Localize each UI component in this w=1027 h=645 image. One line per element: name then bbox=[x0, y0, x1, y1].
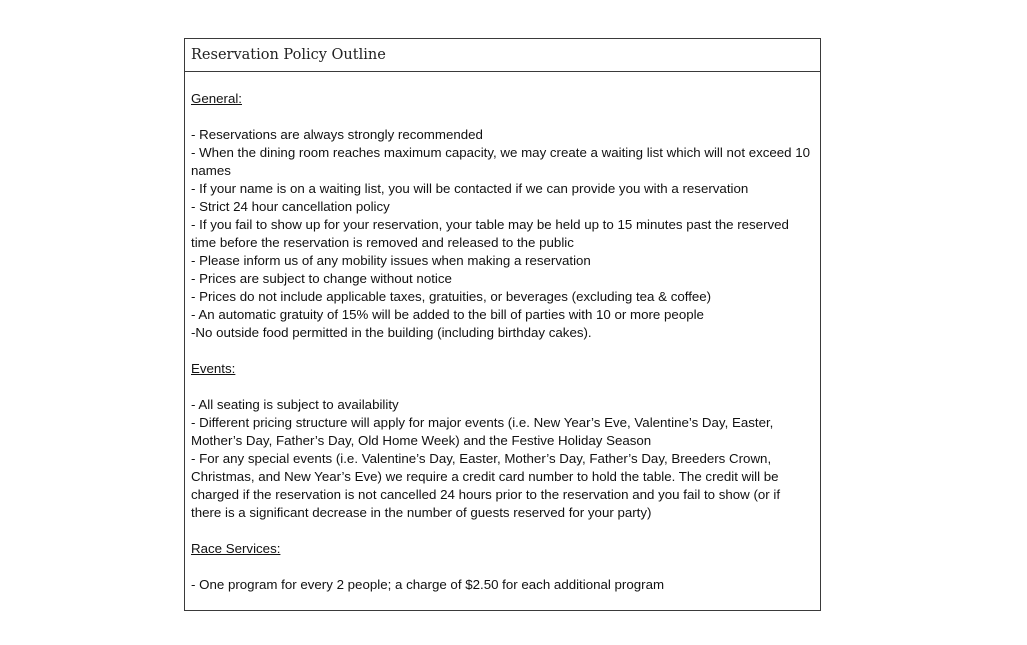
race-services-item: - One program for every 2 people; a charge of $2.50 for each additional program bbox=[191, 577, 665, 592]
events-item: - Different pricing structure will apply for major events (i.e. New Year’s Eve, Valentine’s Day, Easter, Mother’s Day, Father’s Day, Old Home Week) and the Festive Holiday Season bbox=[191, 415, 774, 448]
race-services-heading: Race Services: bbox=[191, 541, 281, 556]
general-item: - When the dining room reaches maximum capacity, we may create a waiting list which will not exceed 10 names bbox=[191, 145, 811, 178]
general-item: - Strict 24 hour cancellation policy bbox=[191, 199, 390, 214]
section-spacer bbox=[191, 522, 814, 540]
general-list bbox=[191, 126, 814, 342]
policy-title: Reservation Policy Outline bbox=[185, 39, 820, 72]
section-spacer bbox=[191, 108, 814, 126]
events-item: - For any special events (i.e. Valentine’s Day, Easter, Mother’s Day, Father’s Day, Breeders Crown, Christmas, and New Year’s Eve) we require a credit card number to hold the table. The credit will be charged if the reservation is not cancelled 24 hours prior to the reservation and you fail to show (or if there is a significant decrease in the number of guests reserved for your party) bbox=[191, 451, 781, 520]
general-item: - If you fail to show up for your reservation, your table may be held up to 15 minutes past the reserved time before the reservation is removed and released to the public bbox=[191, 217, 789, 250]
events-list bbox=[191, 396, 814, 522]
section-spacer bbox=[191, 342, 814, 360]
section-spacer bbox=[191, 558, 814, 576]
general-item: - Please inform us of any mobility issues when making a reservation bbox=[191, 253, 591, 268]
policy-body bbox=[185, 72, 820, 594]
general-item: - Reservations are always strongly recommended bbox=[191, 127, 483, 142]
general-item: - Prices do not include applicable taxes, gratuities, or beverages (excluding tea & coffee) bbox=[191, 289, 712, 304]
race-services-list bbox=[191, 576, 814, 594]
general-item: - An automatic gratuity of 15% will be added to the bill of parties with 10 or more people bbox=[191, 307, 704, 322]
section-spacer bbox=[191, 378, 814, 396]
general-heading: General: bbox=[191, 91, 242, 106]
events-heading: Events: bbox=[191, 361, 236, 376]
general-item: - If your name is on a waiting list, you will be contacted if we can provide you with a reservation bbox=[191, 181, 749, 196]
general-item: -No outside food permitted in the building (including birthday cakes). bbox=[191, 325, 592, 340]
general-item: - Prices are subject to change without notice bbox=[191, 271, 452, 286]
reservation-policy-box bbox=[184, 38, 821, 611]
events-item: - All seating is subject to availability bbox=[191, 397, 399, 412]
